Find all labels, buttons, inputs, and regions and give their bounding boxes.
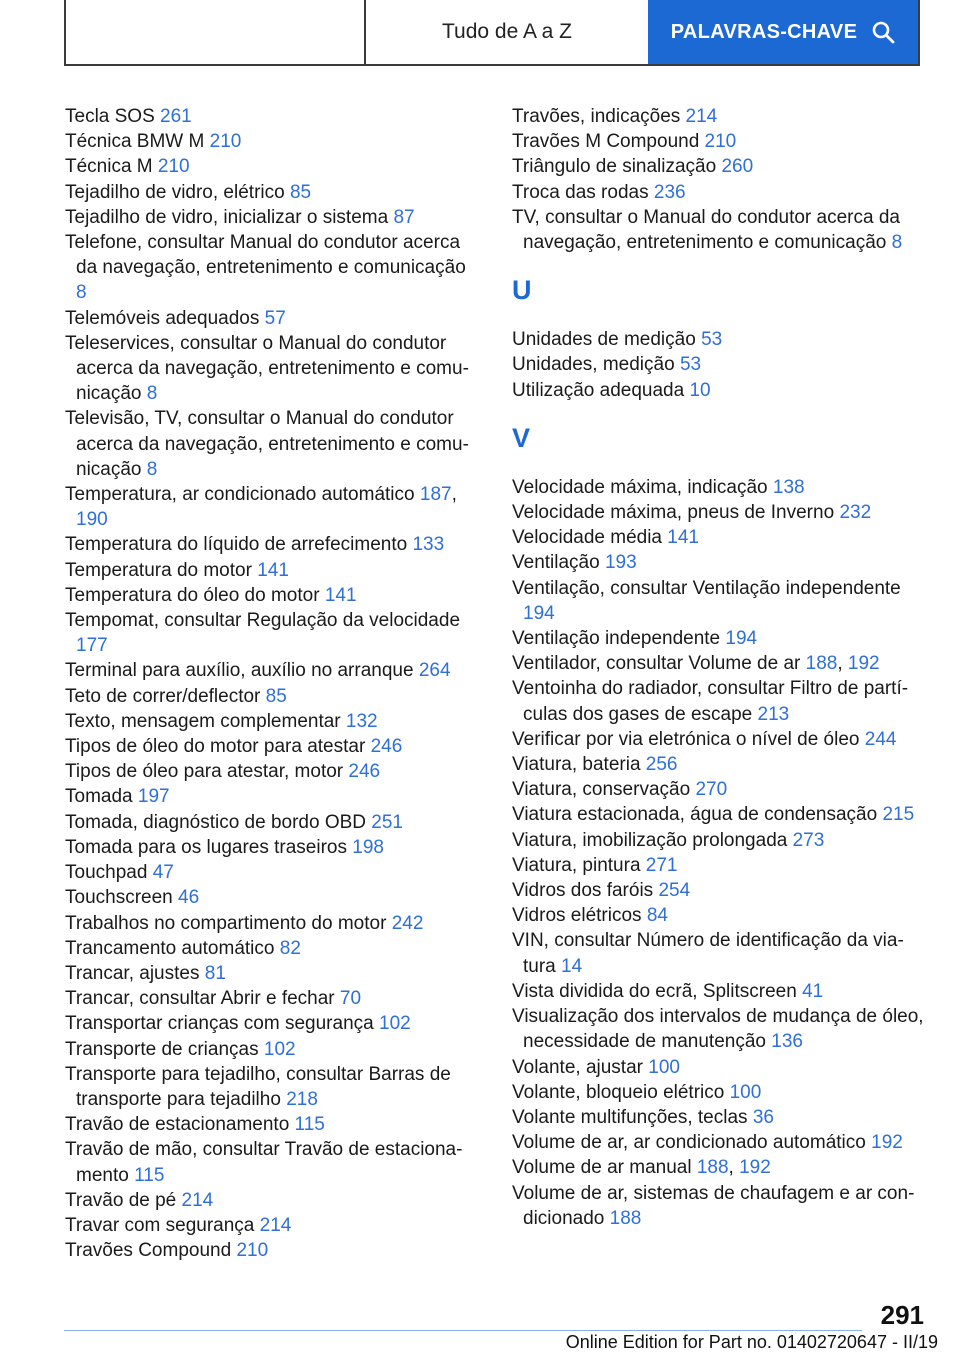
page-link[interactable]: 141	[667, 527, 699, 549]
index-entry-text: Telemóveis adequados	[65, 307, 260, 329]
page-link[interactable]: 210	[704, 131, 737, 153]
index-entry-text: Travões Compound	[65, 1240, 232, 1262]
index-entry-text: TV, consultar o Manual do condutor acerca da navegação, entretenimento e comunicação	[512, 206, 900, 254]
index-entry-text: Temperatura do motor	[65, 559, 252, 581]
index-entry	[65, 558, 475, 583]
page-link[interactable]: 273	[792, 829, 825, 851]
index-entry	[65, 306, 475, 331]
page-link[interactable]: 256	[645, 754, 678, 776]
index-entry	[512, 626, 926, 651]
page-link[interactable]: 271	[645, 854, 678, 876]
index-entry	[512, 676, 926, 726]
index-entry: Temperatura, ar condicionado automático 187, 190	[65, 484, 457, 531]
index-entry-text: Temperatura do líquido de arrefecimento	[65, 534, 408, 556]
page-link[interactable]: 187	[419, 484, 452, 506]
page-link[interactable]: 210	[236, 1240, 269, 1262]
index-entry-text: Televisão, TV, consultar o Manual do condutor acerca da navegação, entretenimento e comunicação	[65, 408, 469, 480]
index-entry	[65, 885, 475, 910]
page-link[interactable]: 214	[181, 1189, 214, 1211]
index-entry	[65, 759, 475, 784]
index-entry	[512, 180, 926, 205]
index-entry-text: Vista dividida do ecrã, Splitscreen	[512, 980, 797, 1002]
index-entry-text: Tecla SOS	[65, 106, 155, 127]
index-entry-text: Viatura, conservação	[512, 779, 691, 801]
page-link[interactable]: 141	[257, 559, 289, 581]
index-entry-text: Viatura, pintura	[512, 854, 641, 876]
page-link[interactable]: 260	[721, 156, 754, 178]
index-entry-text: Travão de estacionamento	[65, 1114, 290, 1136]
page-link[interactable]: 100	[648, 1056, 680, 1078]
index-entry	[512, 1004, 926, 1054]
index-column-left	[65, 104, 475, 1263]
index-entry	[65, 911, 475, 936]
index-entry-text: Trancar, consultar Abrir e fechar	[65, 988, 335, 1010]
page-link[interactable]: 232	[839, 502, 872, 524]
page-link[interactable]: 102	[379, 1013, 411, 1035]
index-entry	[65, 1112, 475, 1137]
page-link[interactable]: 132	[345, 710, 378, 732]
page-link[interactable]: 47	[152, 862, 174, 884]
page-link[interactable]: 214	[259, 1214, 292, 1236]
index-entry	[512, 327, 926, 352]
index-entry	[512, 500, 926, 525]
index-entry	[512, 828, 926, 853]
tab-a-to-z[interactable]: Tudo de A a Z	[364, 0, 648, 64]
index-entry-text: Unidades de medição	[512, 329, 696, 351]
index-entry-text: Transporte de crianças	[65, 1038, 259, 1060]
index-entry-text: Travões, indicações	[512, 106, 681, 127]
index-entry	[512, 352, 926, 377]
index-entry-text: Ventoinha do radiador, consultar Filtro de partículas dos gases de escape	[512, 678, 909, 725]
index-entry	[512, 1130, 926, 1155]
index-entry	[512, 752, 926, 777]
page-link[interactable]: 82	[279, 937, 301, 959]
index-entry	[512, 979, 926, 1004]
page-link[interactable]: 188	[609, 1207, 642, 1229]
index-entry-text: Viatura, imobilização prolongada	[512, 829, 788, 851]
page-link[interactable]: 36	[752, 1106, 774, 1128]
index-entry	[512, 129, 926, 154]
page-link[interactable]: 218	[286, 1088, 318, 1110]
page-link[interactable]: 141	[324, 584, 357, 606]
index-entry	[65, 608, 475, 658]
index-entry-text: Temperatura, ar condicionado automático	[65, 484, 415, 506]
index-entry-text: Utilização adequada	[512, 379, 685, 401]
page-link[interactable]: 85	[289, 181, 312, 203]
page-number: 291	[880, 1300, 924, 1330]
index-entry-text: Viatura, bateria	[512, 754, 641, 776]
index-entry-text: Trabalhos no compartimento do motor	[65, 912, 387, 934]
index-entry-text: Vidros dos faróis	[512, 880, 654, 902]
page-link[interactable]: 244	[864, 728, 897, 750]
page-header	[64, 0, 920, 66]
index-entry-text: Volume de ar manual	[512, 1157, 692, 1179]
index-entry	[65, 205, 475, 230]
index-entry-text: Visualização dos intervalos de mudança de óleo, necessidade de manutenção	[512, 1006, 924, 1053]
index-group-u	[512, 327, 926, 403]
page-link[interactable]: 14	[561, 955, 583, 977]
page-link[interactable]: 261	[160, 106, 192, 127]
index-entry	[512, 205, 926, 255]
index-entry	[512, 727, 926, 752]
page-link[interactable]: 115	[294, 1114, 325, 1136]
page-link[interactable]: 138	[772, 476, 805, 498]
index-entry	[512, 777, 926, 802]
index-entry	[65, 860, 475, 885]
page-link[interactable]: 87	[393, 206, 415, 228]
page-link[interactable]: 81	[204, 962, 226, 984]
page-link[interactable]: 53	[701, 329, 723, 351]
index-entry-text: Técnica M	[65, 156, 153, 178]
index-entry-text: Ventilador, consultar Volume de ar	[512, 653, 801, 675]
index-entry-text: Técnica BMW M	[65, 131, 205, 153]
index-entry	[65, 1188, 475, 1213]
index-entry-text: Ventilação independente	[512, 628, 721, 650]
index-entry-text: Trancamento automático	[65, 937, 275, 959]
index-entry-text: Verificar por via eletrónica o nível de óleo	[512, 728, 860, 750]
tab-keywords-label: PALAVRAS-CHAVE	[670, 20, 858, 43]
index-entry	[65, 835, 475, 860]
index-entry-text: Terminal para auxílio, auxílio no arranque	[65, 660, 414, 682]
index-entry	[512, 550, 926, 575]
index-group-t	[512, 104, 926, 255]
index-entry	[512, 1105, 926, 1130]
page-link[interactable]: 194	[725, 628, 758, 650]
index-entry	[512, 475, 926, 500]
index-entry-text: Tipos de óleo para atestar, motor	[65, 761, 344, 783]
index-entry	[65, 406, 475, 482]
page-link[interactable]: 70	[339, 988, 362, 1010]
index-entry	[65, 784, 475, 809]
tab-keywords[interactable]	[648, 0, 918, 64]
search-icon	[871, 20, 895, 44]
index-entry-text: Travão de mão, consultar Travão de estacionamento	[65, 1139, 463, 1186]
footer-edition: Online Edition for Part no. 01402720647 - II/19	[565, 1332, 938, 1352]
page-link[interactable]: 210	[157, 156, 190, 178]
index-entry-text: Tempomat, consultar Regulação da velocidade	[65, 610, 461, 632]
index-entry-text: Travão de pé	[65, 1189, 177, 1211]
index-entry	[65, 1062, 475, 1112]
index-entry-text: Velocidade média	[512, 527, 662, 549]
index-entry-text: Tomada para os lugares traseiros	[65, 836, 347, 858]
index-entry	[65, 583, 475, 608]
page-link[interactable]: 8	[146, 383, 158, 405]
index-entry-text: Vidros elétricos	[512, 905, 642, 927]
index-entry-text: Telefone, consultar Manual do condutor acerca da navegação, entretenimento e comunicação	[65, 232, 466, 279]
index-entry	[65, 1238, 475, 1263]
index-entry-text: Teto de correr/deflector	[65, 685, 261, 707]
page-link[interactable]: 41	[802, 980, 824, 1002]
page-link[interactable]: 192	[739, 1157, 771, 1179]
index-entry-text: VIN, consultar Número de identificação da viatura	[512, 930, 904, 977]
index-letter-v: V	[512, 422, 531, 453]
index-entry-text: Ventilação	[512, 552, 600, 574]
index-entry: Volume de ar manual 188, 192	[512, 1157, 771, 1179]
page-link[interactable]: 10	[689, 379, 711, 401]
index-entry	[65, 331, 475, 407]
index-entry: Ventilador, consultar Volume de ar 188, 192	[512, 653, 880, 675]
index-entry-text: Ventilação, consultar Ventilação independente	[512, 577, 901, 599]
index-entry-text: Volante, bloqueio elétrico	[512, 1081, 725, 1103]
page-link[interactable]: 192	[847, 653, 880, 675]
index-entry	[65, 684, 475, 709]
index-entry-text: Temperatura do óleo do motor	[65, 584, 320, 606]
index-entry-text: Unidades, medição	[512, 354, 675, 376]
index-entry	[512, 1080, 926, 1105]
index-entry	[512, 802, 926, 827]
index-entry-text: Touchscreen	[65, 887, 173, 909]
page-link[interactable]: 194	[523, 602, 555, 624]
index-entry-text: Volume de ar, ar condicionado automático	[512, 1132, 866, 1154]
index-entry	[65, 1011, 475, 1036]
page-link[interactable]: 193	[604, 552, 637, 574]
index-entry	[65, 734, 475, 759]
header-spacer	[66, 0, 364, 64]
index-entry-text: Triângulo de sinalização	[512, 156, 717, 178]
index-entry-text: Travões M Compound	[512, 131, 700, 153]
index-entry	[65, 810, 475, 835]
page-link[interactable]: 46	[178, 887, 200, 909]
footer-divider	[64, 1330, 862, 1331]
index-entry	[65, 1213, 475, 1238]
page-link[interactable]: 85	[265, 685, 287, 707]
page-link[interactable]: 251	[371, 811, 403, 833]
page-link[interactable]: 53	[679, 354, 702, 376]
index-entry	[65, 936, 475, 961]
page-link[interactable]: 8	[891, 232, 903, 254]
page-link[interactable]: 236	[653, 181, 686, 203]
page-link[interactable]: 84	[646, 905, 668, 927]
page-link[interactable]: 213	[757, 703, 790, 725]
index-letter-u: U	[512, 275, 532, 306]
index-entry	[512, 878, 926, 903]
index-entry	[65, 104, 475, 129]
index-entry	[512, 154, 926, 179]
index-entry-text: Travar com segurança	[65, 1214, 255, 1236]
page-link[interactable]: 100	[729, 1081, 762, 1103]
index-entry-text: Volante, ajustar	[512, 1056, 643, 1078]
index-entry	[512, 378, 926, 403]
page-link[interactable]: 214	[685, 106, 718, 127]
index-entry-text: Velocidade máxima, pneus de Inverno	[512, 502, 835, 524]
index-entry	[512, 1055, 926, 1080]
index-entry-text: Texto, mensagem complementar	[65, 710, 341, 732]
index-entry	[65, 129, 475, 154]
index-entry-text: Tejadilho de vidro, elétrico	[65, 181, 285, 203]
index-entry	[512, 853, 926, 878]
index-entry	[65, 180, 475, 205]
index-entry-text: Tejadilho de vidro, inicializar o sistema	[65, 206, 389, 228]
page-link[interactable]: 136	[771, 1031, 803, 1053]
index-entry	[65, 961, 475, 986]
index-entry-text: Tipos de óleo do motor para atestar	[65, 736, 366, 758]
index-entry	[512, 104, 926, 129]
index-entry-text: Volante multifunções, teclas	[512, 1106, 748, 1128]
page-link[interactable]: 270	[695, 779, 728, 801]
index-entry-text: Touchpad	[65, 862, 148, 884]
index-entry-text: Tomada	[65, 786, 133, 808]
index-entry-text: Troca das rodas	[512, 181, 649, 203]
index-entry	[65, 230, 475, 306]
index-column-right	[512, 104, 926, 1231]
index-entry	[512, 928, 926, 978]
page-link[interactable]: 188	[696, 1157, 729, 1179]
index-entry	[512, 576, 926, 626]
page-link[interactable]: 188	[805, 653, 838, 675]
page-link[interactable]: 8	[76, 282, 87, 304]
page-link[interactable]: 198	[352, 836, 384, 858]
page-link[interactable]: 57	[264, 307, 286, 329]
page-link[interactable]: 177	[76, 635, 108, 657]
index-entry-text: Teleservices, consultar o Manual do condutor acerca da navegação, entretenimento e comunicação	[65, 332, 469, 405]
page-link[interactable]: 8	[146, 458, 158, 480]
index-entry	[65, 658, 475, 683]
index-entry-text: Trancar, ajustes	[65, 962, 200, 984]
page-link[interactable]: 242	[391, 912, 424, 934]
index-entry	[65, 154, 475, 179]
index-entry-text: Transportar crianças com segurança	[65, 1013, 374, 1035]
index-entry-text: Viatura estacionada, água de condensação	[512, 804, 878, 826]
index-entry	[65, 986, 475, 1011]
index-entry	[512, 525, 926, 550]
index-group-v	[512, 475, 926, 1231]
page-link[interactable]: 246	[348, 761, 381, 783]
index-entry	[65, 1037, 475, 1062]
page-link[interactable]: 192	[871, 1132, 903, 1154]
index-entry	[512, 903, 926, 928]
page-link[interactable]: 254	[658, 880, 691, 902]
page-link[interactable]: 264	[418, 660, 451, 682]
index-entry	[65, 532, 475, 557]
page-link[interactable]: 102	[263, 1038, 296, 1060]
index-entry-text: Velocidade máxima, indicação	[512, 476, 768, 498]
index-entry	[65, 709, 475, 734]
page-link[interactable]: 197	[137, 786, 170, 808]
page-link[interactable]: 210	[209, 131, 242, 153]
page-link[interactable]: 115	[134, 1164, 165, 1186]
index-entry-text: Transporte para tejadilho, consultar Barras de transporte para tejadilho	[65, 1063, 451, 1110]
page-link[interactable]: 133	[412, 534, 445, 556]
index-entry-text: Volume de ar, sistemas de chaufagem e ar condicionado	[512, 1182, 915, 1229]
page-link[interactable]: 246	[370, 736, 403, 758]
index-entry	[65, 1137, 475, 1187]
index-entry-text: Tomada, diagnóstico de bordo OBD	[65, 811, 367, 833]
page-link[interactable]: 215	[882, 804, 915, 826]
page-link[interactable]: 190	[76, 509, 108, 531]
index-entry	[512, 1181, 926, 1231]
